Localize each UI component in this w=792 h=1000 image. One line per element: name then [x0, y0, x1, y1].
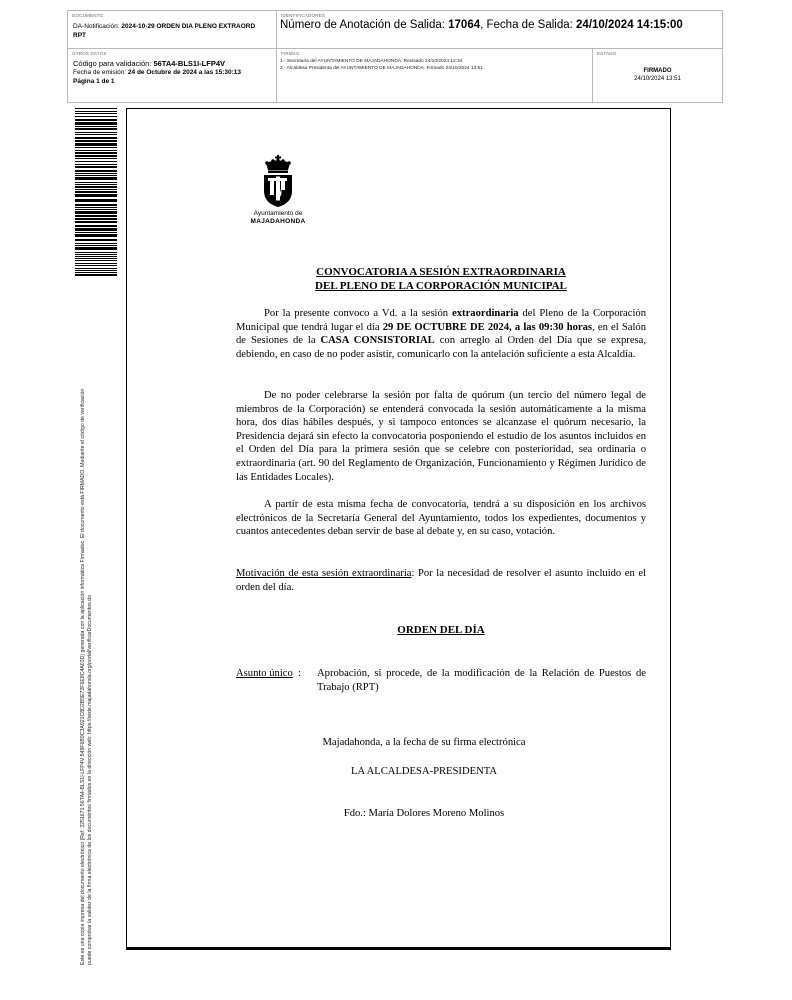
- motivacion-text: : Por la necesidad de resolver el asunto incluido en el orden del día.: [236, 568, 647, 593]
- barcode-bar: [75, 170, 117, 172]
- orden-del-dia-title: ORDEN DEL DÍA: [397, 624, 485, 636]
- estado-status: FIRMADO: [643, 68, 672, 74]
- paragraph-quorum: De no poder celebrarse la sesión por falta de quórum (un tercio del número legal de miembros de la Corporación) se entenderá convocada la sesión automáticamente a la misma hora, dos días hábiles después, y si tampoco entonces se alcanzase el quórum necesario, la Presidencia dejará sin efecto la convocatoria posponiendo el estudio de los asuntos incluidos en el Orden del Día para la primera sesión que se celebre con posterioridad, sea ordinaria o extraordinaria (art. 90 del Reglamento de Organización, Funcionamiento y Régimen Jurídico de las Entidades Locales).: [236, 390, 646, 483]
- documento-label: DOCUMENTO: [72, 13, 104, 18]
- document-header-table: [67, 10, 723, 103]
- side-text-line: puede comprobar la validez de la firma electrónica de los documentos firmados en la dirección web: https://sede.majadahonda.org/portal/verificarDocumentos.do: [87, 595, 93, 965]
- barcode-bar: [75, 260, 117, 261]
- asunto-text: Aprobación, si procede, de la modificación de la Relación de Puestos de Trabajo (RPT): [317, 668, 646, 693]
- barcode-bar: [75, 111, 117, 112]
- barcode-bar: [75, 184, 117, 185]
- barcode-bar: [75, 132, 117, 133]
- barcode-bar: [75, 247, 117, 250]
- header-cell-firmas: [277, 49, 593, 102]
- identificadores-value: Número de Anotación de Salida: 17064, Fecha de Salida: 24/10/2024 14:15:00: [280, 19, 683, 31]
- barcode-bar: [75, 147, 117, 148]
- otros-datos-value: [73, 59, 273, 86]
- barcode-bar: [75, 225, 117, 227]
- header-cell-identificadores: [277, 11, 722, 49]
- barcode-bar: [75, 252, 117, 253]
- firma-item: 2.- Alcaldesa Presidenta del AYUNTAMIENTO DE MAJADAHONDA. Firmado 24/10/2024 13:51: [280, 66, 483, 71]
- place-date-line: Majadahonda, a la fecha de su firma electrónica: [322, 737, 526, 748]
- firmas-label: FIRMAS: [281, 51, 300, 56]
- barcode-bar: [75, 155, 117, 157]
- codigo-validacion: Código para validación: 56TA4-BLS1I-LFP4V: [73, 59, 226, 68]
- barcode-bar: [75, 194, 117, 197]
- barcode-bar: [75, 258, 117, 259]
- barcode-bar: [75, 152, 117, 154]
- barcode-bar: [75, 191, 117, 193]
- barcode-bar: [75, 161, 117, 162]
- barcode-bar: [75, 204, 117, 206]
- paragraph-archivos: A partir de esta misma fecha de convocatoria, tendrá a su disposición en los archivos electrónicos de la Secretaría General del Ayuntamiento, todos los expedientes, documentos y cuantos antecedentes deban servir de base al debate y, en su caso, votación.: [236, 499, 646, 538]
- barcode-bar: [75, 211, 117, 214]
- firma-item: 1.- Secretaria del AYUNTAMIENTO DE MAJADAHONDA. Revisado 24/10/2024 12:34: [280, 59, 463, 64]
- barcode-bar: [75, 137, 117, 139]
- barcode-bar: [75, 134, 117, 135]
- identificadores-label: IDENTIFICADORES: [281, 13, 326, 18]
- barcode-bar: [75, 272, 117, 273]
- motivacion: [236, 567, 646, 594]
- barcode-bar: [75, 274, 117, 276]
- title-line1: CONVOCATORIA A SESIÓN EXTRAORDINARIA: [316, 266, 566, 278]
- estado-date: 24/10/2024 13:51: [634, 75, 681, 82]
- document-title: [236, 265, 646, 293]
- barcode-bar: [75, 221, 117, 223]
- barcode-bar: [75, 186, 117, 188]
- barcode-bar: [75, 116, 117, 117]
- barcode-bar: [75, 143, 117, 146]
- seal-text-line2: MAJADAHONDA: [250, 217, 306, 225]
- asunto-colon: :: [298, 668, 301, 679]
- barcode-bar: [75, 166, 117, 168]
- barcode-bar: [75, 256, 117, 257]
- barcode-bar: [75, 245, 117, 246]
- barcode-bar: [75, 243, 117, 244]
- municipal-seal: [240, 155, 316, 225]
- barcode-bar: [75, 140, 117, 142]
- barcode-bar: [75, 128, 117, 130]
- header-cell-estado: [593, 49, 722, 102]
- barcode: [75, 108, 117, 278]
- firmas-list: [280, 58, 592, 72]
- crown-coat-of-arms-icon: [261, 155, 295, 207]
- barcode-bar: [75, 113, 117, 114]
- signer-role: LA ALCALDESA-PRESIDENTA: [351, 766, 497, 777]
- barcode-bar: [75, 175, 117, 176]
- fecha-emision: Fecha de emisión: 24 de Octubre de 2024 a las 15:30:13: [73, 69, 242, 76]
- barcode-bar: [75, 173, 117, 174]
- asunto-label: Asunto único: [236, 668, 293, 679]
- barcode-bar: [75, 164, 117, 165]
- documento-value: DA-Notificación: 2024-10-29 ORDEN DIA PLENO EXTRAORD RPT: [73, 23, 256, 39]
- side-text-line: Este es una copia impresa del documento electrónico (Ref: 3251671 56TA4-BLS1I-LFP4V 549F6B9C3A921C8D2B5E72F6E8C4A03D) generada con la aplicación informática Firmadoc. El documento está FIRMADO. Mediante el código de verificación: [80, 388, 86, 965]
- otros-datos-label: OTROS DATOS: [72, 51, 107, 56]
- barcode-bar: [75, 119, 117, 121]
- paragraph-convocatoria: Por la presente convoco a Vd. a la sesión extraordinaria del Pleno de la Corporación Municipal que tendrá lugar el día 29 DE OCTUBRE DE 2024, a las 09:30 horas, en el Salón de Sesiones de la CASA CONSISTORIAL con arreglo al Orden del Día que se expresa, debiendo, en caso de no poder asistir, comunicarlo con la antelación suficiente a esta Alcaldía.: [236, 308, 647, 360]
- barcode-bar: [75, 122, 117, 125]
- barcode-bar: [75, 199, 117, 202]
- estado-value: [593, 68, 722, 83]
- barcode-bar: [75, 265, 117, 266]
- barcode-bar: [75, 232, 117, 233]
- barcode-bar: [75, 263, 117, 264]
- seal-text-line1: Ayuntamiento de: [253, 210, 303, 217]
- barcode-bar: [75, 126, 117, 127]
- verification-side-text: [80, 285, 94, 965]
- barcode-bar: [75, 108, 117, 109]
- barcode-bar: [75, 234, 117, 237]
- pagina-indicator: Página 1 de 1: [73, 78, 115, 85]
- barcode-bar: [75, 228, 117, 231]
- barcode-bar: [75, 270, 117, 271]
- estado-label: ESTADO: [597, 51, 617, 56]
- title-line2: DEL PLENO DE LA CORPORACIÓN MUNICIPAL: [315, 280, 567, 292]
- barcode-bar: [75, 150, 117, 151]
- barcode-bar: [75, 218, 117, 220]
- barcode-bar: [75, 268, 117, 269]
- barcode-bar: [75, 254, 117, 255]
- barcode-bar: [75, 239, 117, 241]
- barcode-bar: [75, 182, 117, 183]
- signer-name: Fdo.: María Dolores Moreno Molinos: [343, 808, 505, 819]
- header-cell-otros-datos: [68, 49, 277, 102]
- barcode-bar: [75, 215, 117, 217]
- barcode-bar: [75, 158, 117, 159]
- barcode-bar: [75, 207, 117, 208]
- header-cell-documento: [68, 11, 277, 49]
- motivacion-label: Motivación de esta sesión extraordinaria: [236, 568, 412, 579]
- barcode-bar: [75, 189, 117, 190]
- barcode-bar: [75, 209, 117, 210]
- barcode-bar: [75, 177, 117, 180]
